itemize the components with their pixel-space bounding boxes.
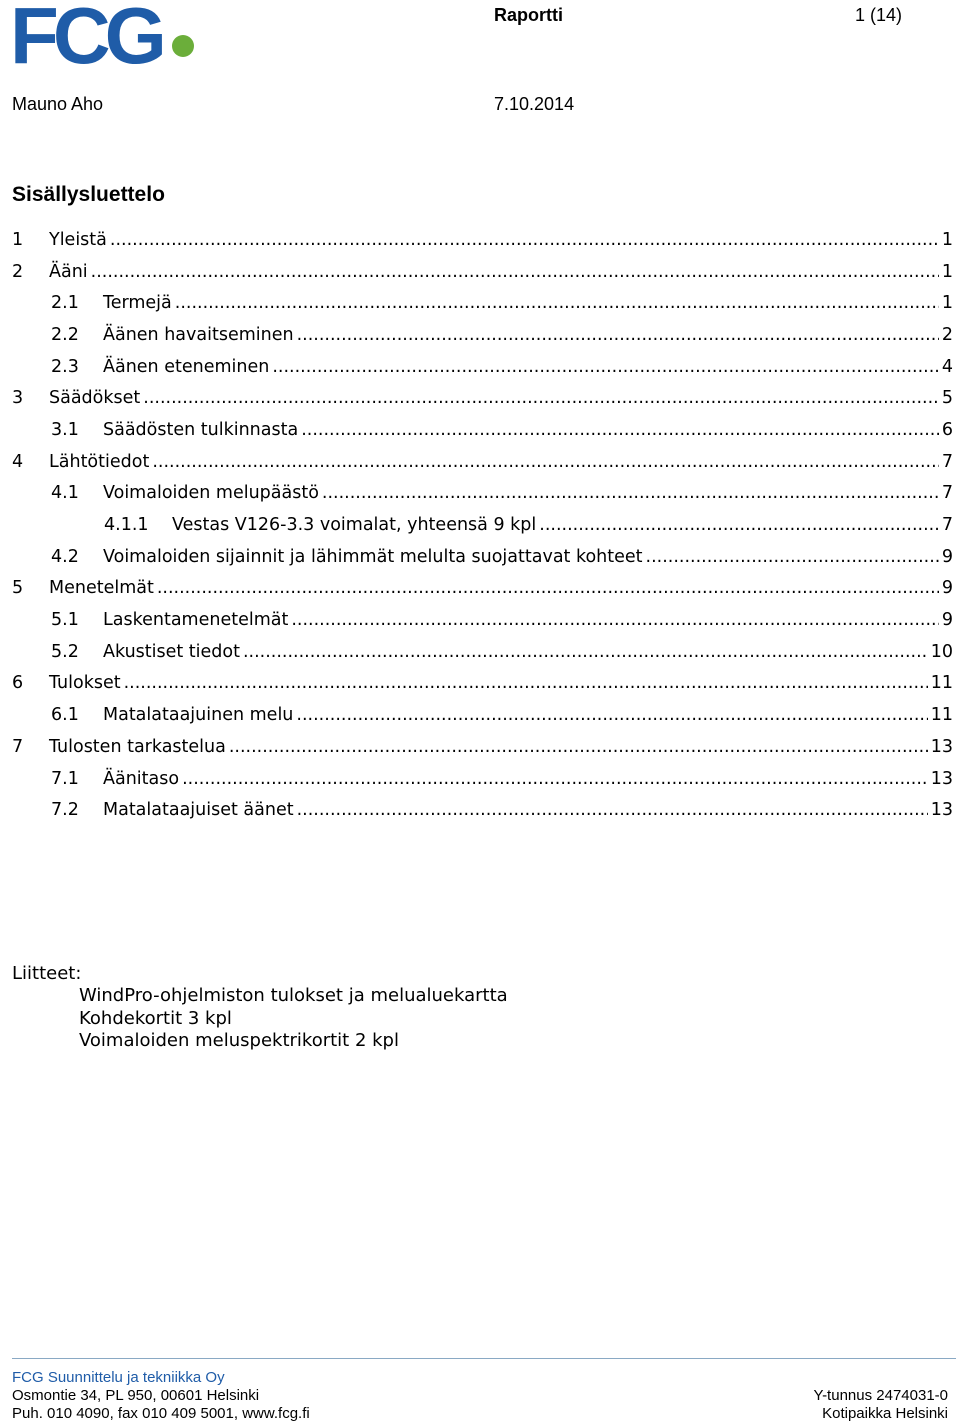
toc-entry-number: 1 (12, 229, 24, 250)
toc-entry-title: Vestas V126-3.3 voimalat, yhteensä 9 kpl (172, 515, 537, 536)
toc-entry[interactable] (12, 509, 953, 541)
toc-entry-title: Ääni (49, 261, 88, 282)
toc-entry-page: 13 (930, 800, 953, 821)
toc-entry[interactable] (12, 256, 953, 288)
fcg-logo (10, 2, 200, 72)
toc-entry[interactable] (12, 446, 953, 478)
toc-entry-number: 5.2 (51, 641, 79, 662)
toc-entry[interactable] (12, 319, 953, 351)
toc-entry-number: 3 (12, 388, 24, 409)
toc-dot-leader (182, 769, 928, 789)
logo-dot-icon (172, 35, 194, 57)
toc-entry-number: 6 (12, 673, 24, 694)
toc-dot-leader (157, 578, 939, 598)
toc-entry-page: 7 (941, 451, 953, 472)
toc-entry-number: 4.2 (51, 546, 79, 567)
logo-wordmark: FCG (10, 2, 161, 68)
toc-entry[interactable] (12, 668, 953, 700)
toc-entry-title: Voimaloiden melupäästö (103, 483, 319, 504)
toc-entry-title: Lähtötiedot (49, 451, 150, 472)
toc-entry[interactable] (12, 224, 953, 256)
toc-dot-leader (297, 325, 939, 345)
footer-domicile: Kotipaikka Helsinki (822, 1405, 948, 1422)
toc-entry-number: 4 (12, 451, 24, 472)
toc-entry-page: 1 (941, 229, 953, 250)
table-of-contents (12, 224, 953, 826)
toc-entry-number: 4.1 (51, 483, 79, 504)
footer-divider (12, 1358, 956, 1359)
toc-dot-leader (296, 705, 927, 725)
toc-entry[interactable] (12, 604, 953, 636)
toc-dot-leader (243, 642, 928, 662)
author: Mauno Aho (12, 94, 104, 114)
toc-entry[interactable] (12, 636, 953, 668)
toc-dot-leader (143, 388, 939, 408)
toc-entry-page: 9 (941, 546, 953, 567)
toc-entry-title: Matalataajuiset äänet (103, 800, 294, 821)
attachment-item: WindPro-ohjelmiston tulokset ja melualuekartta (79, 985, 508, 1006)
toc-entry[interactable] (12, 763, 953, 795)
toc-dot-leader (152, 452, 939, 472)
toc-entry-page: 13 (930, 768, 953, 789)
toc-entry-page: 7 (941, 515, 953, 536)
toc-title: Sisällysluettelo (12, 183, 165, 206)
footer-company: FCG Suunnittelu ja tekniikka Oy (12, 1369, 225, 1386)
toc-entry-title: Säädökset (49, 388, 141, 409)
toc-entry[interactable] (12, 287, 953, 319)
toc-dot-leader (322, 483, 939, 503)
toc-entry-number: 3.1 (51, 419, 79, 440)
attachments-list (79, 985, 508, 1053)
footer-business-id: Y-tunnus 2474031-0 (813, 1387, 948, 1404)
toc-entry-page: 11 (930, 705, 953, 726)
toc-entry-title: Tulosten tarkastelua (49, 736, 226, 757)
toc-entry[interactable] (12, 573, 953, 605)
toc-entry-page: 13 (930, 736, 953, 757)
toc-entry-page: 9 (941, 578, 953, 599)
toc-entry-number: 4.1.1 (104, 515, 149, 536)
toc-entry-number: 7.2 (51, 800, 79, 821)
toc-entry-title: Yleistä (49, 229, 107, 250)
toc-entry-number: 7.1 (51, 768, 79, 789)
toc-entry-number: 6.1 (51, 705, 79, 726)
toc-entry-page: 4 (941, 356, 953, 377)
toc-dot-leader (272, 357, 939, 377)
toc-dot-leader (646, 547, 939, 567)
toc-entry-title: Säädösten tulkinnasta (103, 419, 299, 440)
toc-dot-leader (229, 737, 928, 757)
toc-entry-title: Voimaloiden sijainnit ja lähimmät melulta suojattavat kohteet (103, 546, 643, 567)
toc-entry[interactable] (12, 414, 953, 446)
toc-entry-number: 2.1 (51, 293, 79, 314)
attachments-label: Liitteet: (12, 963, 82, 984)
toc-dot-leader (539, 515, 939, 535)
toc-dot-leader (91, 262, 939, 282)
toc-dot-leader (124, 673, 928, 693)
toc-entry-page: 10 (930, 641, 953, 662)
toc-entry-page: 5 (941, 388, 953, 409)
document-date: 7.10.2014 (494, 94, 575, 114)
toc-entry-page: 2 (941, 324, 953, 345)
toc-entry-number: 2.3 (51, 356, 79, 377)
attachment-item: Voimaloiden meluspektrikortit 2 kpl (79, 1030, 399, 1051)
toc-entry-page: 6 (941, 419, 953, 440)
toc-entry-title: Akustiset tiedot (103, 641, 240, 662)
toc-dot-leader (175, 293, 939, 313)
toc-entry-page: 9 (941, 610, 953, 631)
attachment-item: Kohdekortit 3 kpl (79, 1007, 232, 1029)
toc-entry-title: Tulokset (49, 673, 121, 694)
toc-entry[interactable] (12, 478, 953, 510)
toc-entry-title: Äänen eteneminen (103, 356, 270, 377)
document-type: Raportti (494, 5, 563, 25)
toc-entry-number: 2.2 (51, 324, 79, 345)
footer-contacts: Puh. 010 4090, fax 010 409 5001, www.fcg.fi (12, 1405, 310, 1422)
toc-entry-page: 1 (941, 261, 953, 282)
toc-dot-leader (297, 800, 928, 820)
toc-entry[interactable] (12, 541, 953, 573)
toc-entry-title: Menetelmät (49, 578, 154, 599)
page-number: 1 (14) (855, 5, 903, 25)
toc-entry-title: Äänitaso (103, 768, 180, 789)
toc-entry-page: 11 (930, 673, 953, 694)
toc-entry-title: Laskentamenetelmät (103, 610, 289, 631)
toc-dot-leader (301, 420, 939, 440)
toc-dot-leader (291, 610, 939, 630)
toc-dot-leader (110, 230, 939, 250)
toc-entry-title: Äänen havaitseminen (103, 324, 294, 345)
toc-entry-number: 5.1 (51, 610, 79, 631)
toc-entry[interactable] (12, 731, 953, 763)
toc-entry[interactable] (12, 699, 953, 731)
toc-entry-title: Termejä (103, 293, 172, 314)
toc-entry-page: 1 (941, 293, 953, 314)
toc-entry-page: 7 (941, 483, 953, 504)
toc-entry[interactable] (12, 382, 953, 414)
footer-address: Osmontie 34, PL 950, 00601 Helsinki (12, 1387, 260, 1404)
toc-entry-number: 7 (12, 736, 24, 757)
toc-entry[interactable] (12, 351, 953, 383)
toc-entry-title: Matalataajuinen melu (103, 705, 294, 726)
toc-entry-number: 5 (12, 578, 24, 599)
toc-entry-number: 2 (12, 261, 24, 282)
toc-entry[interactable] (12, 794, 953, 826)
